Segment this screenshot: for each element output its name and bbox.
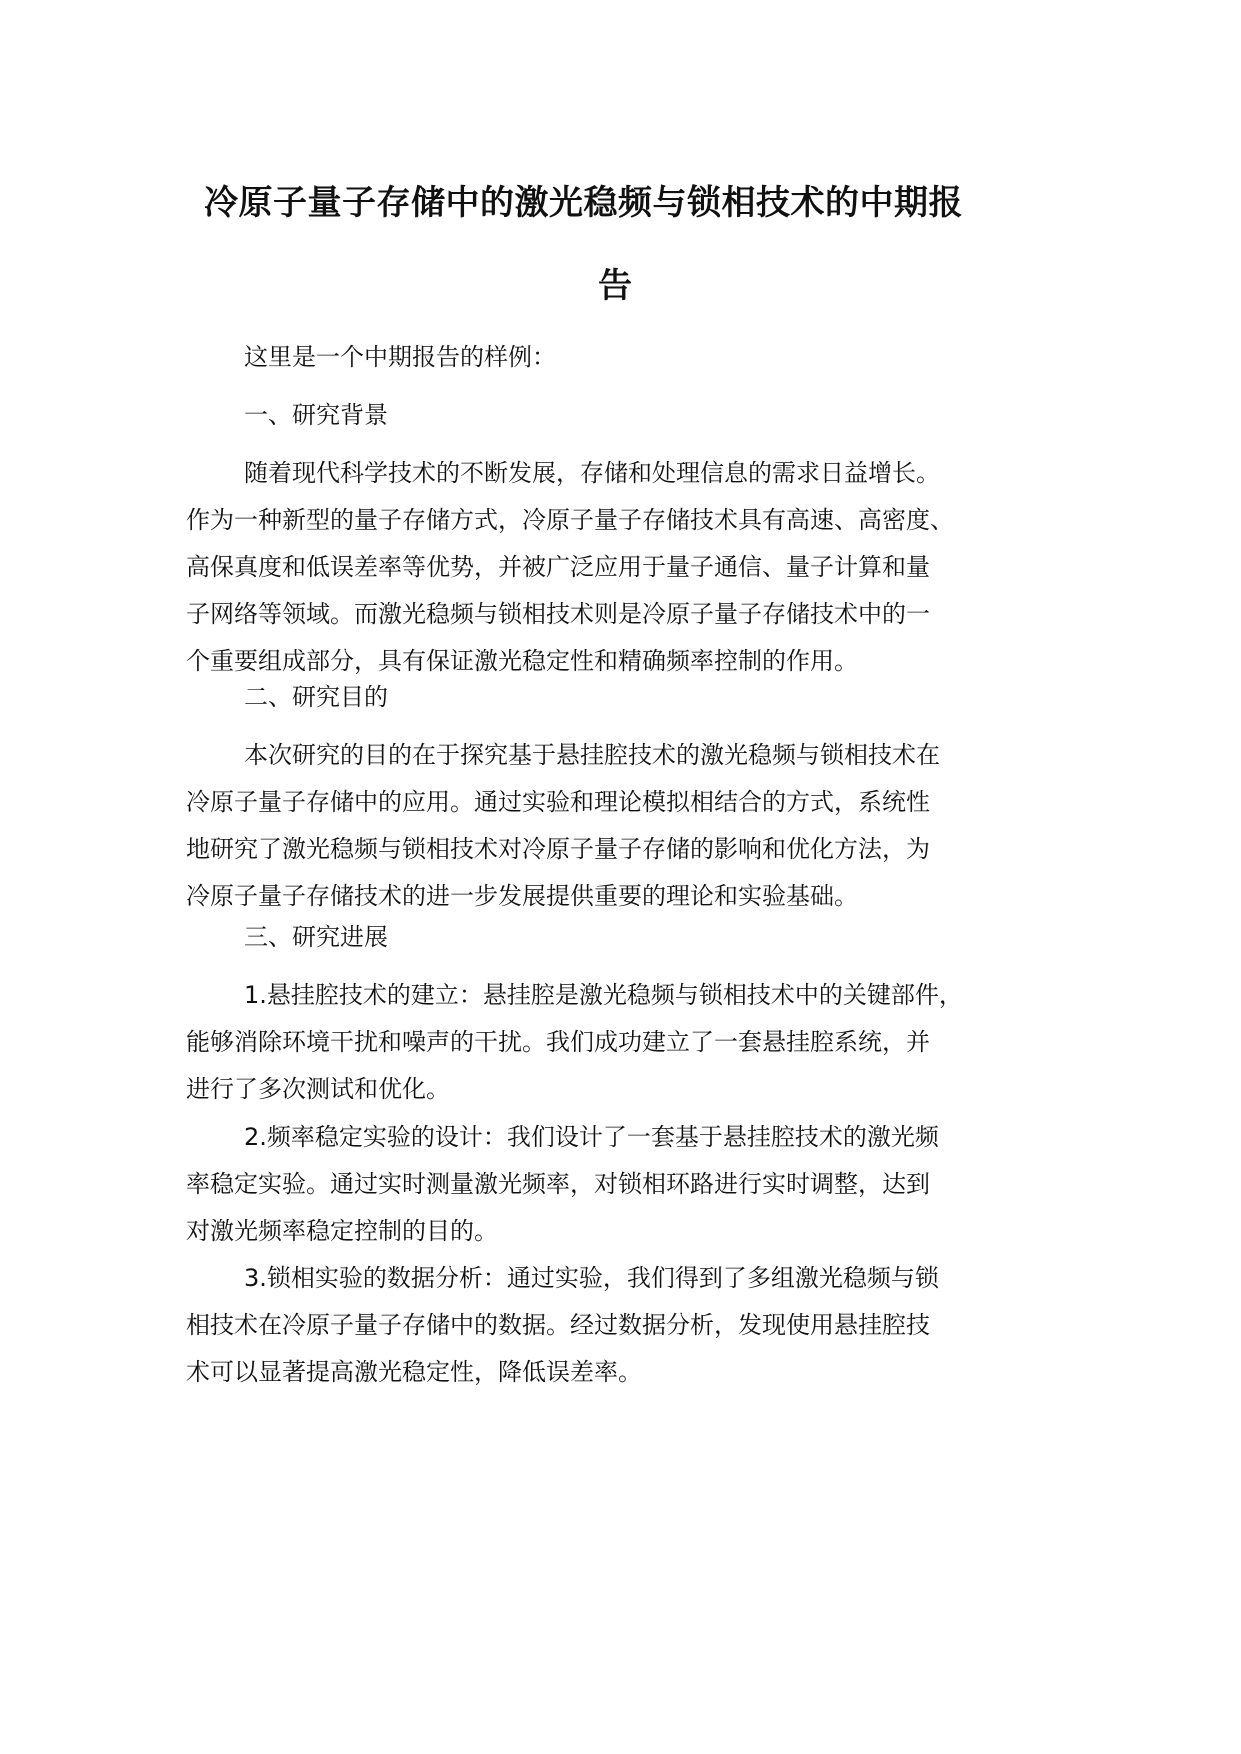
paragraph-line: 进行了多次测试和优化。 <box>186 1075 450 1103</box>
section-2-paragraph <box>186 732 1078 920</box>
section-1-heading: 一、研究背景 <box>244 401 388 429</box>
paragraph-line: 作为一种新型的量子存储方式，冷原子量子存储技术具有高速、高密度、 <box>186 506 954 534</box>
paragraph-line: 能够消除环境干扰和噪声的干扰。我们成功建立了一套悬挂腔系统，并 <box>186 1028 930 1056</box>
paragraph-line: 地研究了激光稳频与锁相技术对冷原子量子存储的影响和优化方法，为 <box>186 835 930 863</box>
paragraph-line: 对激光频率稳定控制的目的。 <box>186 1217 498 1245</box>
progress-item-1 <box>186 972 1078 1113</box>
section-2-heading: 二、研究目的 <box>244 683 388 711</box>
progress-item-2 <box>186 1114 1078 1255</box>
paragraph-line: 相技术在冷原子量子存储中的数据。经过数据分析，发现使用悬挂腔技 <box>186 1311 930 1339</box>
paragraph-line: 随着现代科学技术的不断发展，存储和处理信息的需求日益增长。 <box>244 459 940 487</box>
document-title-line-1: 冷原子量子存储中的激光稳频与锁相技术的中期报 <box>204 183 963 223</box>
progress-item-3 <box>186 1255 1078 1396</box>
paragraph-line: 冷原子量子存储技术的进一步发展提供重要的理论和实验基础。 <box>186 882 858 910</box>
paragraph-line: 3.锁相实验的数据分析：通过实验，我们得到了多组激光稳频与锁 <box>244 1264 939 1292</box>
paragraph-line: 术可以显著提高激光稳定性，降低误差率。 <box>186 1358 642 1386</box>
paragraph-line: 个重要组成部分，具有保证激光稳定性和精确频率控制的作用。 <box>186 647 858 675</box>
section-3-heading: 三、研究进展 <box>244 923 388 951</box>
paragraph-line: 本次研究的目的在于探究基于悬挂腔技术的激光稳频与锁相技术在 <box>244 741 940 769</box>
section-1-paragraph <box>186 450 1078 685</box>
paragraph-line: 率稳定实验。通过实时测量激光频率，对锁相环路进行实时调整，达到 <box>186 1170 930 1198</box>
paragraph-line: 高保真度和低误差率等优势，并被广泛应用于量子通信、量子计算和量 <box>186 553 930 581</box>
paragraph-line: 2.频率稳定实验的设计：我们设计了一套基于悬挂腔技术的激光频 <box>244 1123 939 1151</box>
paragraph-line: 冷原子量子存储中的应用。通过实验和理论模拟相结合的方式，系统性 <box>186 788 930 816</box>
intro-text: 这里是一个中期报告的样例： <box>244 343 556 371</box>
document-title-line-2: 告 <box>598 266 633 306</box>
paragraph-line: 1.悬挂腔技术的建立：悬挂腔是激光稳频与锁相技术中的关键部件， <box>244 981 963 1009</box>
paragraph-line: 子网络等领域。而激光稳频与锁相技术则是冷原子量子存储技术中的一 <box>186 600 930 628</box>
